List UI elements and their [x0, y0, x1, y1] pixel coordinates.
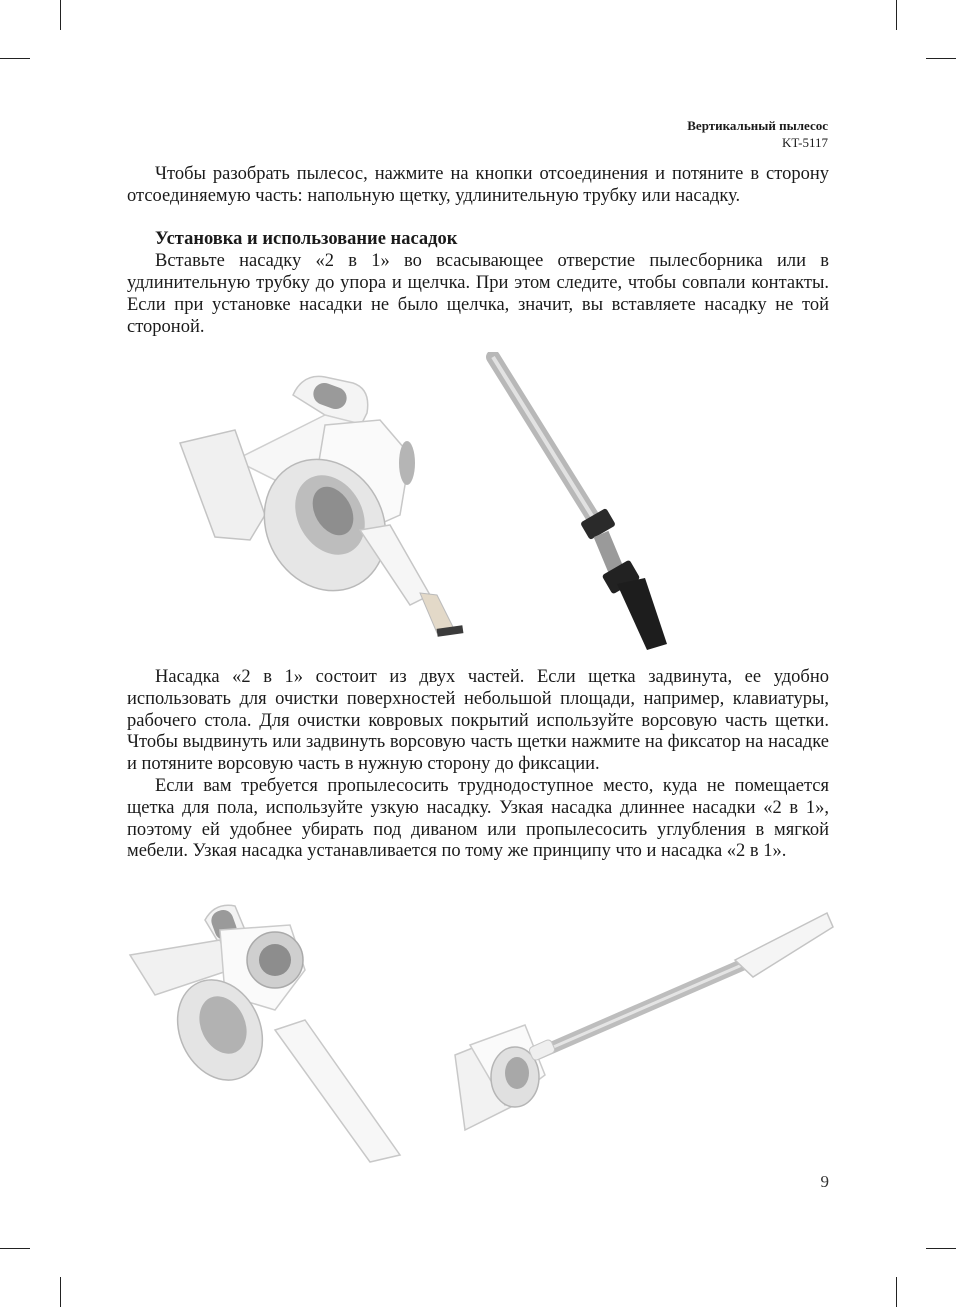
section-heading: Установка и использование насадок [155, 229, 458, 250]
page-number: 9 [820, 1172, 829, 1191]
crop-mark [926, 58, 956, 59]
crop-mark [896, 1277, 897, 1307]
text-block-bottom [127, 667, 829, 863]
crop-mark [60, 1277, 61, 1307]
text-block-top [127, 164, 829, 338]
paragraph-two-in-one: Насадка «2 в 1» состоит из двух частей. Если щетка задвинута, ее удобно использовать для очистки поверхностей небольшой площади, например, клавиатуры, рабочего стола. Для очистки ковровых покрытий используйте ворсовую часть щетки. Чтобы выдвинуть или задвинуть ворсовую часть щетки нажмите на фиксатор на насадке и потяните ворсовую часть в нужную сторону до фиксации. [127, 667, 829, 775]
header-title: Вертикальный пылесос [687, 118, 828, 133]
handheld-vacuum-illustration [175, 365, 475, 650]
crop-mark [0, 58, 30, 59]
crop-mark [896, 0, 897, 30]
crop-mark [0, 1248, 30, 1249]
crop-mark [926, 1248, 956, 1249]
paragraph-disassemble: Чтобы разобрать пылесос, нажмите на кнопки отсоединения и потяните в сторону отсоединяемую часть: напольную щетку, удлинительную трубку или насадку. [127, 164, 829, 206]
paragraph-install: Вставьте насадку «2 в 1» во всасывающее отверстие пылесборника или в удлинительную трубку до упора и щелчка. При этом следите, чтобы совпали контакты. Если при установке насадки не было щелчка, значит, вы вставляете насадку не той стороной. [127, 251, 829, 337]
header-model: KT-5117 [782, 135, 828, 150]
stick-vacuum-crevice-illustration [435, 905, 835, 1145]
extension-tube-illustration [485, 352, 675, 652]
running-header [687, 117, 828, 151]
crop-mark [60, 0, 61, 30]
paragraph-narrow-nozzle: Если вам требуется пропылесосить труднодоступное место, куда не помещается щетка для пола, используйте узкую насадку. Узкая насадка длиннее насадки «2 в 1», поэтому ей удобнее убирать под диваном или пропылесосить углубления в мягкой мебели. Узкая насадка устанавливается по тому же принципу что и насадка «2 в 1». [127, 775, 829, 862]
crevice-nozzle-illustration [125, 900, 405, 1170]
